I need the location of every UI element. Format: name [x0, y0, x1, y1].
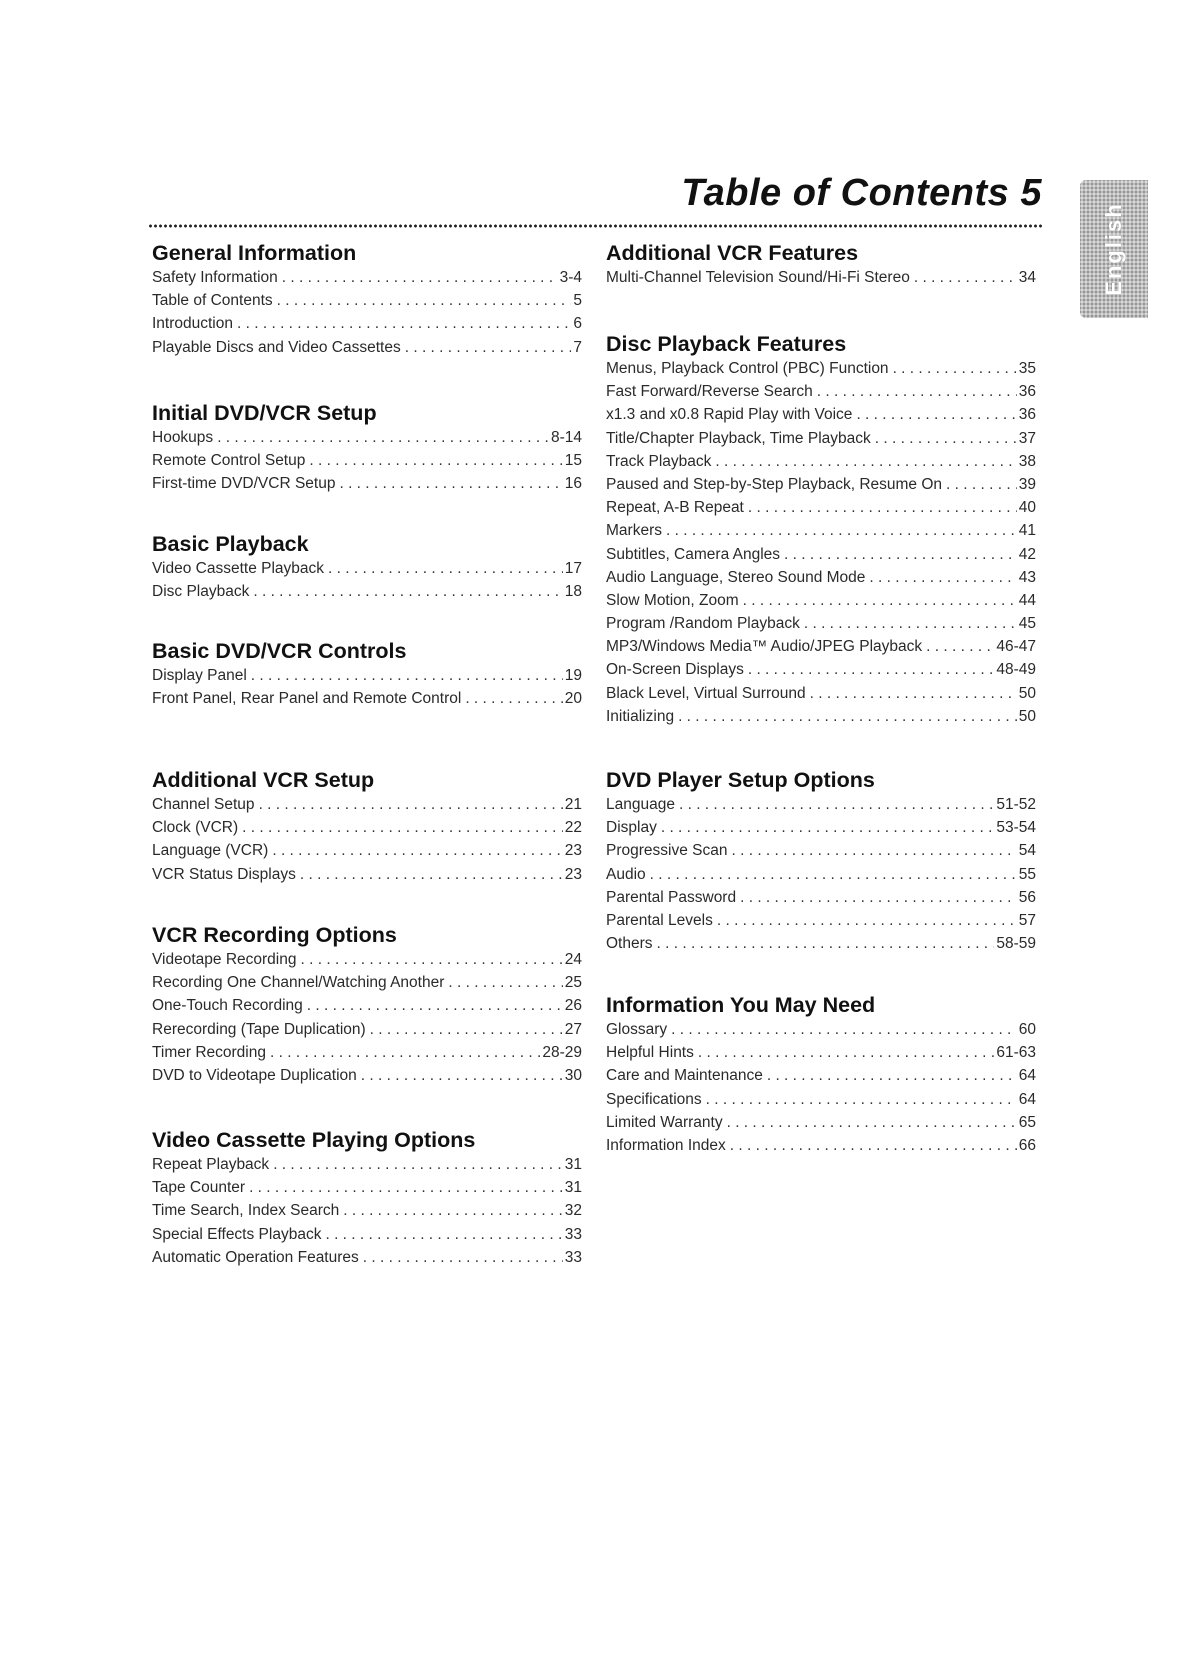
- toc-entry-page: 64: [1018, 1090, 1036, 1108]
- dot-leader: [448, 971, 562, 994]
- dot-leader: [465, 687, 562, 710]
- toc-entry-label: Recording One Channel/Watching Another: [152, 974, 445, 992]
- toc-entry-page: 36: [1018, 383, 1036, 401]
- toc-entry-label: DVD to Videotape Duplication: [152, 1066, 357, 1084]
- dot-leader: [731, 839, 1016, 862]
- toc-entry-page: 39: [1018, 475, 1036, 493]
- dot-leader: [666, 519, 1017, 542]
- toc-entry-label: Parental Levels: [606, 911, 713, 929]
- toc-entry-label: Introduction: [152, 315, 233, 333]
- dot-leader: [698, 1041, 994, 1064]
- dot-leader: [946, 473, 1017, 496]
- toc-entry-label: Automatic Operation Features: [152, 1248, 359, 1266]
- toc-entry: [606, 496, 1036, 519]
- section-heading: DVD Player Setup Options: [606, 768, 875, 792]
- toc-entry-label: Helpful Hints: [606, 1044, 694, 1062]
- toc-entry: [606, 635, 1036, 658]
- toc-entry-list: [606, 793, 1036, 955]
- toc-entry-page: 16: [564, 475, 582, 493]
- toc-entry: [152, 687, 582, 710]
- toc-entry-label: On-Screen Displays: [606, 661, 744, 679]
- toc-entry-page: 50: [1018, 707, 1036, 725]
- toc-entry-page: 65: [1018, 1113, 1036, 1131]
- toc-entry: [606, 886, 1036, 909]
- toc-entry-page: 34: [1018, 269, 1036, 286]
- dot-leader: [926, 635, 994, 658]
- dot-leader: [307, 994, 563, 1017]
- toc-entry-label: Remote Control Setup: [152, 452, 306, 470]
- toc-entry-page: 6: [573, 315, 582, 333]
- toc-entry-label: Repeat, A-B Repeat: [606, 499, 744, 517]
- toc-entry: [152, 1199, 582, 1222]
- toc-entry-label: Front Panel, Rear Panel and Remote Control: [152, 690, 462, 708]
- toc-entry: [152, 994, 582, 1017]
- toc-entry: [606, 705, 1036, 728]
- toc-entry-label: Black Level, Virtual Surround: [606, 684, 806, 702]
- toc-entry: [606, 1064, 1036, 1087]
- toc-entry-page: 23: [564, 865, 582, 883]
- dot-leader: [259, 793, 563, 816]
- toc-entry-page: 26: [564, 997, 582, 1015]
- page-title: Table of Contents 5: [681, 172, 1042, 214]
- toc-entry-label: Repeat Playback: [152, 1156, 270, 1173]
- dot-leader: [657, 932, 995, 955]
- toc-entry-label: Language (VCR): [152, 842, 269, 860]
- dot-leader: [730, 1134, 1017, 1157]
- toc-entry-label: Initializing: [606, 707, 675, 725]
- section-heading: Initial DVD/VCR Setup: [152, 401, 377, 425]
- toc-entry: [606, 1088, 1036, 1111]
- toc-entry-list: [152, 1153, 582, 1269]
- toc-entry-page: 20: [564, 690, 582, 708]
- toc-entry-label: Program /Random Playback: [606, 615, 800, 633]
- toc-entry-page: 19: [564, 667, 582, 684]
- toc-section: [606, 240, 1036, 289]
- toc-entry-page: 56: [1018, 888, 1036, 906]
- toc-entry: [152, 664, 582, 687]
- toc-entry-page: 7: [573, 338, 582, 356]
- toc-entry-label: Limited Warranty: [606, 1113, 723, 1131]
- toc-entry-page: 18: [564, 583, 582, 601]
- toc-entry: [606, 380, 1036, 403]
- toc-entry-page: 58-59: [996, 935, 1036, 953]
- dot-leader: [301, 948, 563, 971]
- section-heading: VCR Recording Options: [152, 923, 397, 947]
- toc-entry-page: 55: [1018, 865, 1036, 883]
- toc-entry: [606, 1111, 1036, 1134]
- toc-entry: [606, 909, 1036, 932]
- toc-entry-label: Specifications: [606, 1090, 702, 1108]
- toc-entry: [152, 1153, 582, 1176]
- toc-entry-label: Paused and Step-by-Step Playback, Resume On: [606, 475, 943, 493]
- toc-entry: [606, 839, 1036, 862]
- toc-section: [606, 767, 1036, 955]
- toc-entry-label: Hookups: [152, 429, 214, 446]
- dot-leader: [706, 1088, 1017, 1111]
- toc-entry-page: 40: [1018, 499, 1036, 517]
- toc-section: [152, 638, 582, 710]
- dot-leader: [679, 793, 994, 816]
- toc-entry-label: Video Cassette Playback: [152, 560, 325, 577]
- toc-entry-page: 35: [1018, 360, 1036, 377]
- toc-entry-label: Display: [606, 819, 657, 837]
- dot-leader: [784, 543, 1017, 566]
- toc-entry-label: Others: [606, 935, 653, 953]
- toc-entry-page: 17: [564, 560, 582, 577]
- toc-entry-page: 57: [1018, 911, 1036, 929]
- toc-entry-list: [152, 664, 582, 710]
- section-heading: Video Cassette Playing Options: [152, 1128, 476, 1152]
- toc-entry-label: First-time DVD/VCR Setup: [152, 475, 336, 493]
- toc-entry-page: 33: [564, 1225, 582, 1243]
- dot-leader: [282, 266, 558, 289]
- toc-entry-page: 64: [1018, 1067, 1036, 1085]
- language-tab-label: English: [1101, 202, 1126, 296]
- dot-leader: [343, 1199, 563, 1222]
- dot-leader: [309, 449, 562, 472]
- toc-entry: [152, 557, 582, 580]
- dot-leader: [237, 312, 571, 335]
- toc-entry-list: [606, 357, 1036, 728]
- toc-entry: [152, 1246, 582, 1269]
- toc-entry-label: Care and Maintenance: [606, 1067, 763, 1085]
- toc-entry-label: Multi-Channel Television Sound/Hi-Fi Stereo: [606, 269, 910, 286]
- toc-entry-label: Clock (VCR): [152, 819, 239, 837]
- toc-entry-page: 54: [1018, 842, 1036, 860]
- section-heading: Disc Playback Features: [606, 332, 847, 356]
- toc-entry-page: 31: [564, 1156, 582, 1173]
- section-heading: Additional VCR Setup: [152, 768, 375, 792]
- toc-entry: [606, 682, 1036, 705]
- toc-entry-page: 25: [564, 974, 582, 992]
- toc-entry-label: Parental Password: [606, 888, 737, 906]
- toc-entry: [606, 566, 1036, 589]
- toc-entry: [606, 427, 1036, 450]
- dot-leader: [273, 1153, 563, 1176]
- section-heading: Basic DVD/VCR Controls: [152, 639, 407, 663]
- toc-entry: [152, 1018, 582, 1041]
- dot-leader: [817, 380, 1017, 403]
- toc-section: [152, 240, 582, 359]
- toc-section: [152, 1127, 582, 1269]
- dot-leader: [328, 557, 563, 580]
- toc-entry: [606, 519, 1036, 542]
- dot-leader: [717, 909, 1017, 932]
- toc-entry-page: 53-54: [996, 819, 1036, 837]
- toc-entry: [152, 816, 582, 839]
- toc-entry-page: 66: [1018, 1136, 1036, 1154]
- toc-entry-list: [152, 266, 582, 359]
- dotted-title-rule: [148, 224, 1044, 228]
- dot-leader: [650, 863, 1017, 886]
- toc-entry-page: 48-49: [996, 661, 1036, 679]
- toc-entry: [606, 543, 1036, 566]
- toc-entry: [152, 472, 582, 495]
- toc-entry: [152, 1064, 582, 1087]
- toc-entry-page: 22: [564, 819, 582, 837]
- toc-entry-list: [152, 948, 582, 1087]
- dot-leader: [272, 839, 562, 862]
- toc-entry: [152, 1223, 582, 1246]
- toc-entry-page: 43: [1018, 568, 1036, 586]
- dot-leader: [727, 1111, 1017, 1134]
- toc-entry-page: 33: [564, 1248, 582, 1266]
- toc-entry-page: 50: [1018, 684, 1036, 702]
- toc-entry-label: Time Search, Index Search: [152, 1202, 340, 1220]
- toc-entry-page: 23: [564, 842, 582, 860]
- toc-entry-label: Slow Motion, Zoom: [606, 591, 739, 609]
- toc-entry: [606, 863, 1036, 886]
- toc-section: [152, 400, 582, 496]
- dot-leader: [856, 403, 1016, 426]
- toc-entry-page: 21: [564, 796, 582, 813]
- toc-entry: [606, 658, 1036, 681]
- toc-entry-label: Information Index: [606, 1136, 726, 1154]
- toc-entry-label: Subtitles, Camera Angles: [606, 545, 781, 563]
- toc-entry-label: Safety Information: [152, 269, 278, 286]
- toc-entry-label: Disc Playback: [152, 583, 250, 601]
- dot-leader: [875, 427, 1017, 450]
- toc-entry: [152, 839, 582, 862]
- toc-entry-page: 8-14: [550, 429, 582, 446]
- dot-leader: [249, 1176, 563, 1199]
- toc-entry-list: [152, 426, 582, 496]
- toc-section: [606, 992, 1036, 1157]
- toc-entry-label: Markers: [606, 522, 662, 540]
- dot-leader: [661, 816, 995, 839]
- toc-entry-label: Language: [606, 796, 675, 813]
- toc-section: [152, 767, 582, 886]
- toc-section: [606, 331, 1036, 728]
- toc-entry-label: Videotape Recording: [152, 951, 297, 968]
- toc-entry: [606, 589, 1036, 612]
- section-heading: Additional VCR Features: [606, 241, 859, 265]
- toc-entry-page: 51-52: [996, 796, 1036, 813]
- toc-entry-label: Display Panel: [152, 667, 247, 684]
- toc-entry-page: 27: [564, 1020, 582, 1038]
- toc-entry-page: 46-47: [996, 638, 1036, 656]
- toc-entry: [606, 403, 1036, 426]
- toc-entry: [606, 450, 1036, 473]
- toc-entry: [152, 336, 582, 359]
- toc-entry-label: Table of Contents: [152, 292, 273, 310]
- dot-leader: [810, 682, 1017, 705]
- toc-entry: [152, 426, 582, 449]
- dot-leader: [270, 1041, 540, 1064]
- dot-leader: [242, 816, 563, 839]
- toc-entry-page: 28-29: [542, 1043, 582, 1061]
- toc-entry: [606, 1134, 1036, 1157]
- toc-entry: [606, 1018, 1036, 1041]
- dot-leader: [361, 1064, 563, 1087]
- dot-leader: [748, 658, 995, 681]
- toc-entry-label: Fast Forward/Reverse Search: [606, 383, 813, 401]
- toc-entry-list: [606, 1018, 1036, 1157]
- dot-leader: [869, 566, 1016, 589]
- toc-entry-page: 61-63: [996, 1044, 1036, 1062]
- dot-leader: [678, 705, 1017, 728]
- toc-entry-label: Audio: [606, 865, 646, 883]
- toc-entry-label: Special Effects Playback: [152, 1225, 322, 1243]
- toc-entry-page: 44: [1018, 591, 1036, 609]
- toc-entry: [606, 816, 1036, 839]
- toc-entry-list: [152, 793, 582, 886]
- toc-entry-page: 45: [1018, 615, 1036, 633]
- toc-entry: [606, 357, 1036, 380]
- toc-entry-label: Rerecording (Tape Duplication): [152, 1020, 366, 1038]
- dot-leader: [339, 472, 562, 495]
- toc-entry: [606, 612, 1036, 635]
- toc-entry: [152, 449, 582, 472]
- toc-entry-page: 42: [1018, 545, 1036, 563]
- dot-leader: [363, 1246, 563, 1269]
- toc-entry-label: Tape Counter: [152, 1179, 246, 1197]
- toc-entry-label: Track Playback: [606, 452, 712, 470]
- dot-leader: [370, 1018, 563, 1041]
- toc-entry-page: 32: [564, 1202, 582, 1220]
- dot-leader: [253, 580, 562, 603]
- dot-leader: [743, 589, 1017, 612]
- toc-entry-page: 15: [564, 452, 582, 470]
- toc-entry-page: 30: [564, 1066, 582, 1084]
- section-heading: Information You May Need: [606, 993, 876, 1017]
- toc-entry: [152, 289, 582, 312]
- section-heading: Basic Playback: [152, 532, 309, 556]
- toc-entry: [606, 793, 1036, 816]
- toc-entry-page: 36: [1018, 406, 1036, 424]
- toc-entry-label: Timer Recording: [152, 1043, 266, 1061]
- dot-leader: [251, 664, 563, 687]
- toc-entry-page: 24: [564, 951, 582, 968]
- toc-entry-label: Playable Discs and Video Cassettes: [152, 338, 401, 356]
- toc-entry: [606, 1041, 1036, 1064]
- dot-leader: [325, 1223, 562, 1246]
- toc-entry: [152, 971, 582, 994]
- toc-entry-label: Glossary: [606, 1021, 668, 1038]
- dot-leader: [767, 1064, 1017, 1087]
- toc-entry-list: [152, 557, 582, 603]
- toc-entry-page: 38: [1018, 452, 1036, 470]
- dot-leader: [914, 266, 1017, 289]
- toc-entry: [152, 580, 582, 603]
- toc-entry-label: Menus, Playback Control (PBC) Function: [606, 360, 889, 377]
- toc-entry-page: 5: [573, 292, 582, 310]
- dot-leader: [277, 289, 572, 312]
- toc-entry-label: VCR Status Displays: [152, 865, 296, 883]
- toc-entry-label: One-Touch Recording: [152, 997, 303, 1015]
- toc-entry: [152, 266, 582, 289]
- toc-entry-page: 3-4: [559, 269, 582, 286]
- toc-entry-label: Progressive Scan: [606, 842, 728, 860]
- toc-entry-label: Channel Setup: [152, 796, 255, 813]
- toc-entry: [152, 863, 582, 886]
- toc-section: [152, 922, 582, 1087]
- toc-entry: [606, 266, 1036, 289]
- toc-entry-label: Title/Chapter Playback, Time Playback: [606, 429, 871, 447]
- dot-leader: [671, 1018, 1017, 1041]
- toc-entry-page: 60: [1018, 1021, 1036, 1038]
- toc-entry: [152, 1041, 582, 1064]
- section-heading: General Information: [152, 241, 357, 265]
- toc-entry-page: 41: [1018, 522, 1036, 540]
- dot-leader: [300, 863, 563, 886]
- toc-entry-label: Audio Language, Stereo Sound Mode: [606, 568, 866, 586]
- dot-leader: [217, 426, 549, 449]
- toc-entry-label: x1.3 and x0.8 Rapid Play with Voice: [606, 406, 853, 424]
- dot-leader: [748, 496, 1017, 519]
- dot-leader: [740, 886, 1017, 909]
- dot-leader: [405, 336, 572, 359]
- toc-entry-list: [606, 266, 1036, 289]
- dot-leader: [804, 612, 1017, 635]
- toc-section: [152, 531, 582, 603]
- language-tab: [1080, 180, 1148, 318]
- dot-leader: [715, 450, 1016, 473]
- toc-entry: [152, 948, 582, 971]
- toc-entry-page: 37: [1018, 429, 1036, 447]
- dot-leader: [893, 357, 1017, 380]
- toc-entry: [606, 473, 1036, 496]
- toc-entry-page: 31: [564, 1179, 582, 1197]
- toc-entry: [152, 312, 582, 335]
- toc-entry: [606, 932, 1036, 955]
- toc-entry: [152, 1176, 582, 1199]
- toc-entry: [152, 793, 582, 816]
- toc-entry-label: MP3/Windows Media™ Audio/JPEG Playback: [606, 638, 923, 656]
